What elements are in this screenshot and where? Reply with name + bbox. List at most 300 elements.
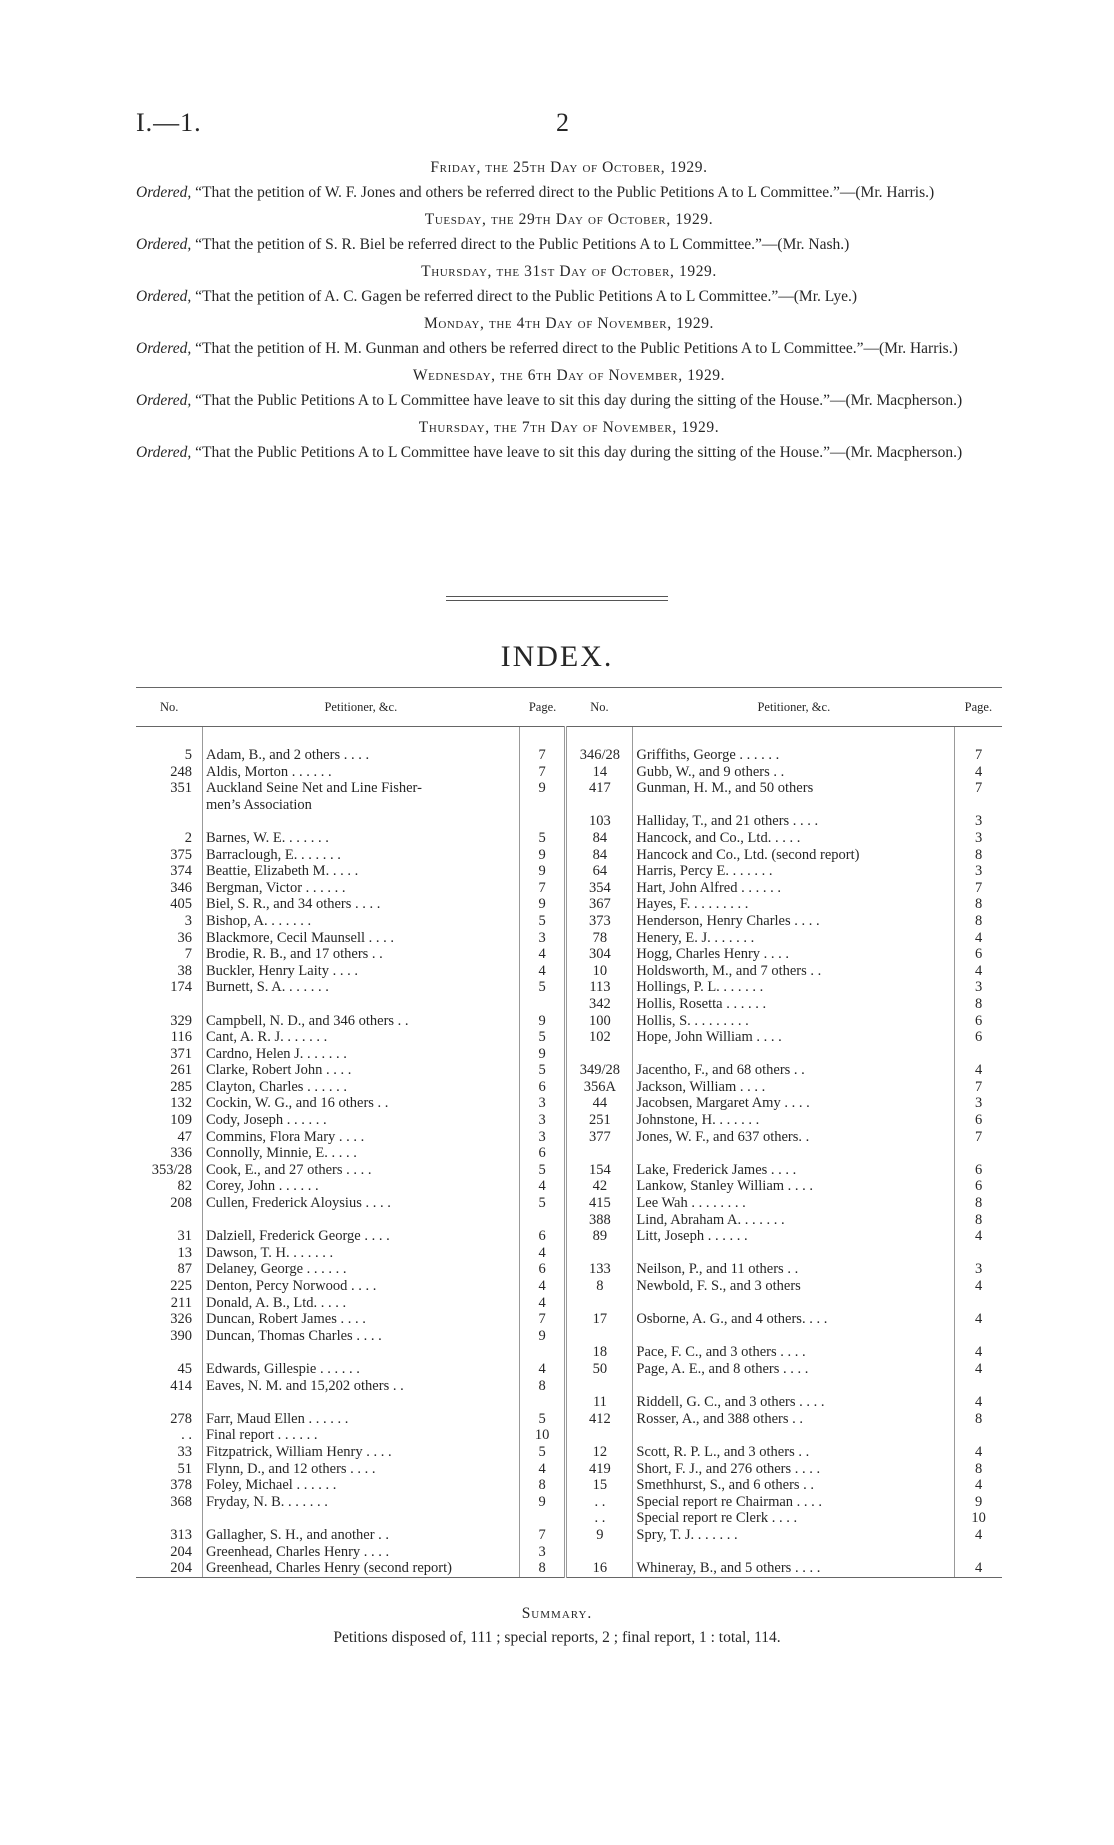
page-ref: 9: [519, 1013, 566, 1030]
page-ref: [955, 1544, 1002, 1561]
page-ref: [955, 1046, 1002, 1063]
petition-number: 353/28: [151, 1161, 192, 1178]
petitioner-name: Campbell, N. D., and 346 others . .: [202, 1013, 519, 1030]
index-row: [136, 1145, 1002, 1162]
petition-number: 405: [170, 896, 192, 913]
petitioner-name: Cockin, W. G., and 16 others . .: [202, 1095, 519, 1112]
entry-order: [136, 235, 1002, 254]
ordered-label: Ordered,: [136, 392, 192, 409]
petitioner-name: Jackson, William . . . .: [633, 1079, 955, 1096]
page-ref: 4: [955, 963, 1002, 980]
page-ref: 6: [955, 1178, 1002, 1195]
index-row: [136, 1062, 1002, 1079]
petition-number: 113: [566, 979, 633, 996]
index-body: [136, 727, 1002, 1578]
petition-number: 204: [170, 1543, 192, 1560]
petitioner-name: Eaves, N. M. and 15,202 others . .: [202, 1378, 519, 1395]
ordered-label: Ordered,: [136, 236, 192, 253]
page-ref: 4: [955, 1311, 1002, 1328]
petitioner-name: Greenhead, Charles Henry (second report): [202, 1560, 519, 1577]
petition-number: [566, 1544, 633, 1561]
page-ref: 4: [955, 1361, 1002, 1378]
petition-number: [566, 1427, 633, 1444]
index-header-row: [136, 688, 1002, 727]
page-ref: 9: [519, 1046, 566, 1063]
petition-number: 351: [170, 780, 192, 797]
petitioner-name: Riddell, G. C., and 3 others . . . .: [633, 1394, 955, 1411]
petitioner-name: Henderson, Henry Charles . . . .: [633, 913, 955, 930]
header-page: Page.: [519, 688, 566, 727]
page-ref: [519, 1394, 566, 1411]
petitioner-name: Lee Wah . . . . . . . .: [633, 1195, 955, 1212]
petition-number: 5: [184, 747, 192, 763]
petitioner-name: Duncan, Robert James . . . .: [202, 1311, 519, 1328]
petition-number: 375: [170, 846, 192, 863]
page-ref: 5: [519, 913, 566, 930]
entry-order: [136, 339, 1002, 358]
index-row: [136, 1013, 1002, 1030]
entry-order: [136, 443, 1002, 462]
page-ref: 8: [955, 1411, 1002, 1428]
index-row: [136, 1079, 1002, 1096]
page-ref: 7: [955, 1079, 1002, 1096]
entry-order: [136, 183, 1002, 202]
ordered-label: Ordered,: [136, 184, 192, 201]
page-ref: 10: [519, 1427, 566, 1444]
index-row: [136, 1344, 1002, 1361]
page-ref: 7: [955, 780, 1002, 797]
ordered-label: Ordered,: [136, 340, 192, 357]
petition-number: [566, 1295, 633, 1312]
petitioner-name: Gunman, H. M., and 50 others: [633, 780, 955, 797]
petition-number: 14: [566, 764, 633, 781]
petitioner-name: Blackmore, Cecil Maunsell . . . .: [202, 930, 519, 947]
page-ref: 3: [955, 813, 1002, 830]
index-row: [136, 1046, 1002, 1063]
petitioner-name: Hogg, Charles Henry . . . .: [633, 946, 955, 963]
page-ref: [955, 797, 1002, 814]
page-ref: 3: [955, 830, 1002, 847]
page-ref: 9: [519, 1328, 566, 1345]
petition-number: 208: [170, 1195, 192, 1212]
petitioner-name: Special report re Chairman . . . .: [633, 1494, 955, 1511]
petitioner-name: Duncan, Thomas Charles . . . .: [202, 1328, 519, 1345]
petition-number: 17: [566, 1311, 633, 1328]
index-row: [136, 1527, 1002, 1544]
petitioner-name: Hart, John Alfred . . . . . .: [633, 880, 955, 897]
petitioner-name: Osborne, A. G., and 4 others. . . .: [633, 1311, 955, 1328]
petitioner-name: Auckland Seine Net and Line Fisher-: [202, 780, 519, 797]
petition-number: 31: [177, 1228, 192, 1245]
page-ref: 4: [519, 1461, 566, 1478]
header-page: Page.: [955, 688, 1002, 727]
petition-number: 15: [566, 1477, 633, 1494]
page-ref: 8: [955, 1195, 1002, 1212]
section-divider: [446, 596, 668, 597]
page-ref: 8: [955, 1461, 1002, 1478]
index-row: [136, 996, 1002, 1013]
index-title: INDEX.: [500, 640, 614, 673]
index-row: [136, 1510, 1002, 1527]
petition-number: 103: [566, 813, 633, 830]
section-divider: [446, 600, 668, 601]
petition-number: 346/28: [566, 727, 633, 764]
index-row: [136, 1095, 1002, 1112]
petitioner-name: Clarke, Robert John . . . .: [202, 1062, 519, 1079]
petition-number: 251: [566, 1112, 633, 1129]
page-ref: 6: [955, 1013, 1002, 1030]
index-row: [136, 930, 1002, 947]
index-row: [136, 847, 1002, 864]
petition-number: 84: [566, 830, 633, 847]
petitioner-name: Rosser, A., and 388 others . .: [633, 1411, 955, 1428]
petition-number: 132: [170, 1095, 192, 1112]
petitioner-name: Burnett, S. A. . . . . . .: [202, 979, 519, 996]
entry-date: Thursday, the 7th Day of November, 1929.: [418, 419, 720, 436]
petitioner-name: Denton, Percy Norwood . . . .: [202, 1278, 519, 1295]
page-ref: [519, 1212, 566, 1229]
petition-number: 51: [177, 1460, 192, 1477]
petition-number: . .: [566, 1494, 633, 1511]
page-ref: 4: [519, 1178, 566, 1195]
petition-number: 329: [170, 1012, 192, 1029]
petitioner-name: Newbold, F. S., and 3 others: [633, 1278, 955, 1295]
entry-date: Wednesday, the 6th Day of November, 1929.: [412, 367, 726, 384]
petition-number: 11: [566, 1394, 633, 1411]
page-ref: 8: [519, 1477, 566, 1494]
petitioner-name: Final report . . . . . .: [202, 1427, 519, 1444]
petition-number: 2: [184, 829, 192, 846]
journal-entries: [136, 158, 1002, 470]
petitioner-name: Lind, Abraham A. . . . . . .: [633, 1212, 955, 1229]
page-ref: [519, 797, 566, 814]
petitioner-name: Lake, Frederick James . . . .: [633, 1162, 955, 1179]
index-row: [136, 880, 1002, 897]
petitioner-name: Dalziell, Frederick George . . . .: [202, 1228, 519, 1245]
entry-date: Monday, the 4th Day of November, 1929.: [423, 315, 715, 332]
petitioner-name: [633, 1544, 955, 1561]
petition-number: [136, 1510, 202, 1527]
page-ref: 5: [519, 830, 566, 847]
petitioner-name: Bishop, A. . . . . . .: [202, 913, 519, 930]
page-ref: 4: [955, 1394, 1002, 1411]
page-ref: 7: [519, 727, 566, 764]
page-ref: 5: [519, 1162, 566, 1179]
index-row: [136, 1212, 1002, 1229]
page-ref: 5: [519, 1444, 566, 1461]
petitioner-name: [633, 1427, 955, 1444]
page-ref: 4: [955, 1560, 1002, 1577]
index-row: [136, 979, 1002, 996]
petition-number: 414: [170, 1377, 192, 1394]
index-row: [136, 1195, 1002, 1212]
journal-entry: [136, 418, 1002, 462]
petitioner-name: Bergman, Victor . . . . . .: [202, 880, 519, 897]
petition-number: 225: [170, 1278, 192, 1294]
index-row: [136, 1112, 1002, 1129]
page-ref: 9: [519, 1494, 566, 1511]
page-ref: [519, 813, 566, 830]
petition-number: 349/28: [566, 1062, 633, 1079]
petitioner-name: [202, 1212, 519, 1229]
index-row: [136, 1411, 1002, 1428]
petitioner-name: Neilson, P., and 11 others . .: [633, 1261, 955, 1278]
index-row: [136, 764, 1002, 781]
petitioner-name: [633, 1245, 955, 1262]
petition-number: 84: [566, 847, 633, 864]
index-row: [136, 780, 1002, 797]
entry-date: Thursday, the 31st Day of October, 1929.: [421, 263, 717, 280]
petition-number: [566, 1245, 633, 1262]
page-ref: 3: [519, 1095, 566, 1112]
index-row: [136, 913, 1002, 930]
page-ref: 3: [955, 863, 1002, 880]
petitioner-name: Greenhead, Charles Henry . . . .: [202, 1544, 519, 1561]
petitioner-name: Spry, T. J. . . . . . .: [633, 1527, 955, 1544]
petition-number: 44: [566, 1095, 633, 1112]
header-no: No.: [566, 688, 633, 727]
petitioner-name: Fryday, N. B. . . . . . .: [202, 1494, 519, 1511]
page-ref: 6: [955, 1162, 1002, 1179]
page-ref: [955, 1328, 1002, 1345]
petition-number: 64: [566, 863, 633, 880]
petitioner-name: Page, A. E., and 8 others . . . .: [633, 1361, 955, 1378]
ordered-label: Ordered,: [136, 288, 192, 305]
page-ref: 4: [955, 1477, 1002, 1494]
petitioner-name: Halliday, T., and 21 others . . . .: [633, 813, 955, 830]
page-ref: 4: [519, 963, 566, 980]
petition-number: 18: [566, 1344, 633, 1361]
page-ref: 9: [955, 1494, 1002, 1511]
page-ref: 8: [955, 1212, 1002, 1229]
page-ref: 6: [955, 1029, 1002, 1046]
petition-number: . .: [181, 1427, 192, 1444]
petitioner-name: Dawson, T. H. . . . . . .: [202, 1245, 519, 1262]
petitioner-name: Edwards, Gillespie . . . . . .: [202, 1361, 519, 1378]
page-number: 2: [556, 108, 569, 137]
petition-number: [136, 1212, 202, 1229]
page-ref: 7: [955, 727, 1002, 764]
petitioner-name: Jacentho, F., and 68 others . .: [633, 1062, 955, 1079]
page-ref: 5: [519, 1062, 566, 1079]
page-ref: 8: [519, 1378, 566, 1395]
petition-number: 133: [566, 1261, 633, 1278]
petitioner-name: Donald, A. B., Ltd. . . . .: [202, 1295, 519, 1312]
entry-date: Tuesday, the 29th Day of October, 1929.: [424, 211, 714, 228]
index-table: [136, 687, 1002, 1578]
petitioner-name: Hollis, Rosetta . . . . . .: [633, 996, 955, 1013]
page-ref: 4: [955, 1344, 1002, 1361]
petition-number: 8: [566, 1278, 633, 1295]
petition-number: 12: [566, 1444, 633, 1461]
index-row: [136, 1477, 1002, 1494]
journal-entry: [136, 158, 1002, 202]
page-ref: 4: [519, 946, 566, 963]
page-ref: [955, 1295, 1002, 1312]
petitioner-name: Griffiths, George . . . . . .: [633, 727, 955, 764]
page-ref: [519, 996, 566, 1013]
page-ref: 3: [519, 1112, 566, 1129]
page-ref: 10: [955, 1510, 1002, 1527]
document-reference: I.—1.: [136, 108, 202, 137]
petition-number: 174: [170, 979, 192, 996]
index-row: [136, 1261, 1002, 1278]
petitioner-name: [633, 1378, 955, 1395]
petition-number: 38: [177, 962, 192, 979]
page-ref: 8: [955, 913, 1002, 930]
petitioner-name: [633, 1145, 955, 1162]
page-ref: 4: [955, 930, 1002, 947]
page-ref: 4: [955, 764, 1002, 781]
petitioner-name: [202, 813, 519, 830]
petitioner-name: [202, 1510, 519, 1527]
page-ref: 4: [955, 1278, 1002, 1295]
petition-number: 116: [170, 1029, 192, 1046]
page-ref: 3: [955, 979, 1002, 996]
page-ref: 5: [519, 979, 566, 996]
petitioner-name: Gubb, W., and 9 others . .: [633, 764, 955, 781]
page-ref: 6: [519, 1079, 566, 1096]
petitioner-name: Corey, John . . . . . .: [202, 1178, 519, 1195]
petitioner-name: Whineray, B., and 5 others . . . .: [633, 1560, 955, 1577]
page-ref: 6: [519, 1228, 566, 1245]
page-ref: [955, 1145, 1002, 1162]
page-ref: 7: [519, 1527, 566, 1544]
index-row: [136, 1029, 1002, 1046]
petition-number: [566, 1328, 633, 1345]
page-ref: 3: [955, 1095, 1002, 1112]
petition-number: 388: [566, 1212, 633, 1229]
petitioner-name: Henery, E. J. . . . . . .: [633, 930, 955, 947]
petition-number: 378: [170, 1477, 192, 1494]
page-ref: 4: [519, 1295, 566, 1312]
petition-number: 390: [170, 1327, 192, 1344]
petitioner-name: Cody, Joseph . . . . . .: [202, 1112, 519, 1129]
petitioner-name: Jacobsen, Margaret Amy . . . .: [633, 1095, 955, 1112]
page-ref: 8: [955, 896, 1002, 913]
index-row: [136, 1361, 1002, 1378]
petitioner-name: Hope, John William . . . .: [633, 1029, 955, 1046]
page-ref: 7: [519, 764, 566, 781]
index-row: [136, 1378, 1002, 1395]
petition-number: [566, 797, 633, 814]
petitioner-name: Hancock and Co., Ltd. (second report): [633, 847, 955, 864]
index-row: [136, 1278, 1002, 1295]
index-row: [136, 1328, 1002, 1345]
petitioner-name: Johnstone, H. . . . . . .: [633, 1112, 955, 1129]
petitioner-name: Foley, Michael . . . . . .: [202, 1477, 519, 1494]
petition-number: 36: [177, 929, 192, 946]
petition-number: 377: [566, 1129, 633, 1146]
petitioner-name: Delaney, George . . . . . .: [202, 1261, 519, 1278]
petitioner-name: men’s Association: [202, 797, 519, 814]
petition-number: 285: [170, 1078, 192, 1095]
page-ref: 7: [955, 880, 1002, 897]
petition-number: 415: [566, 1195, 633, 1212]
petitioner-name: Hollis, S. . . . . . . . .: [633, 1013, 955, 1030]
page-ref: 3: [519, 1129, 566, 1146]
ordered-label: Ordered,: [136, 444, 192, 461]
petitioner-name: Lankow, Stanley William . . . .: [633, 1178, 955, 1195]
petition-number: 412: [566, 1411, 633, 1428]
summary-heading: Summary.: [521, 1605, 593, 1622]
petition-number: [136, 813, 202, 830]
page-ref: [955, 1245, 1002, 1262]
petition-number: 45: [177, 1360, 192, 1377]
petition-number: 342: [566, 996, 633, 1013]
petition-number: 417: [566, 780, 633, 797]
petition-number: 346: [170, 879, 192, 896]
page-ref: [955, 1427, 1002, 1444]
petition-number: 261: [170, 1062, 192, 1079]
page-ref: 8: [519, 1560, 566, 1577]
petitioner-name: Commins, Flora Mary . . . .: [202, 1129, 519, 1146]
petition-number: 3: [184, 912, 192, 929]
page-ref: 9: [519, 896, 566, 913]
index-row: [136, 1295, 1002, 1312]
petitioner-name: Pace, F. C., and 3 others . . . .: [633, 1344, 955, 1361]
petitioner-name: Litt, Joseph . . . . . .: [633, 1228, 955, 1245]
petition-number: 368: [170, 1493, 192, 1510]
page-ref: 4: [519, 1278, 566, 1295]
entry-order: [136, 391, 1002, 410]
petition-number: 374: [170, 863, 192, 880]
petition-number: [566, 1378, 633, 1395]
entry-date: Friday, the 25th Day of October, 1929.: [430, 159, 708, 176]
petitioner-name: Cardno, Helen J. . . . . . .: [202, 1046, 519, 1063]
order-text: “That the Public Petitions A to L Committee have leave to sit this day during the sitting of the House.”—(Mr. Macpherson.): [195, 444, 963, 461]
petitioner-name: Barraclough, E. . . . . . .: [202, 847, 519, 864]
order-text: “That the petition of H. M. Gunman and others be referred direct to the Public Petitions A to L Committee.”—(Mr. Harris.): [195, 340, 958, 357]
petition-number: 154: [566, 1162, 633, 1179]
petition-number: [566, 1145, 633, 1162]
index-row: [136, 863, 1002, 880]
page-ref: 4: [519, 1361, 566, 1378]
petitioner-name: Biel, S. R., and 34 others . . . .: [202, 896, 519, 913]
petition-number: 16: [566, 1560, 633, 1577]
petition-number: 367: [566, 896, 633, 913]
order-text: “That the petition of S. R. Biel be referred direct to the Public Petitions A to L Committee.”—(Mr. Nash.): [195, 236, 850, 253]
journal-entry: [136, 366, 1002, 410]
petitioner-name: Farr, Maud Ellen . . . . . .: [202, 1411, 519, 1428]
petition-number: 78: [566, 930, 633, 947]
index-row: [136, 1427, 1002, 1444]
index-row: [136, 1461, 1002, 1478]
page-ref: 9: [519, 847, 566, 864]
page-ref: 6: [955, 946, 1002, 963]
petitioner-name: Harris, Percy E. . . . . . .: [633, 863, 955, 880]
page-ref: 6: [519, 1261, 566, 1278]
petition-number: 7: [184, 946, 192, 963]
journal-entry: [136, 210, 1002, 254]
petition-number: 304: [566, 946, 633, 963]
petition-number: 326: [170, 1311, 192, 1328]
petitioner-name: Clayton, Charles . . . . . .: [202, 1079, 519, 1096]
petition-number: 82: [177, 1178, 192, 1195]
petitioner-name: Fitzpatrick, William Henry . . . .: [202, 1444, 519, 1461]
petition-number: 42: [566, 1178, 633, 1195]
petition-number: 10: [566, 963, 633, 980]
petition-number: [136, 1344, 202, 1361]
index-row: [136, 1162, 1002, 1179]
index-row: [136, 1178, 1002, 1195]
petitioner-name: Barnes, W. E. . . . . . .: [202, 830, 519, 847]
index-row: [136, 813, 1002, 830]
petition-number: 100: [566, 1013, 633, 1030]
petitioner-name: Scott, R. P. L., and 3 others . .: [633, 1444, 955, 1461]
petitioner-name: Connolly, Minnie, E. . . . .: [202, 1145, 519, 1162]
index-row: [136, 1494, 1002, 1511]
